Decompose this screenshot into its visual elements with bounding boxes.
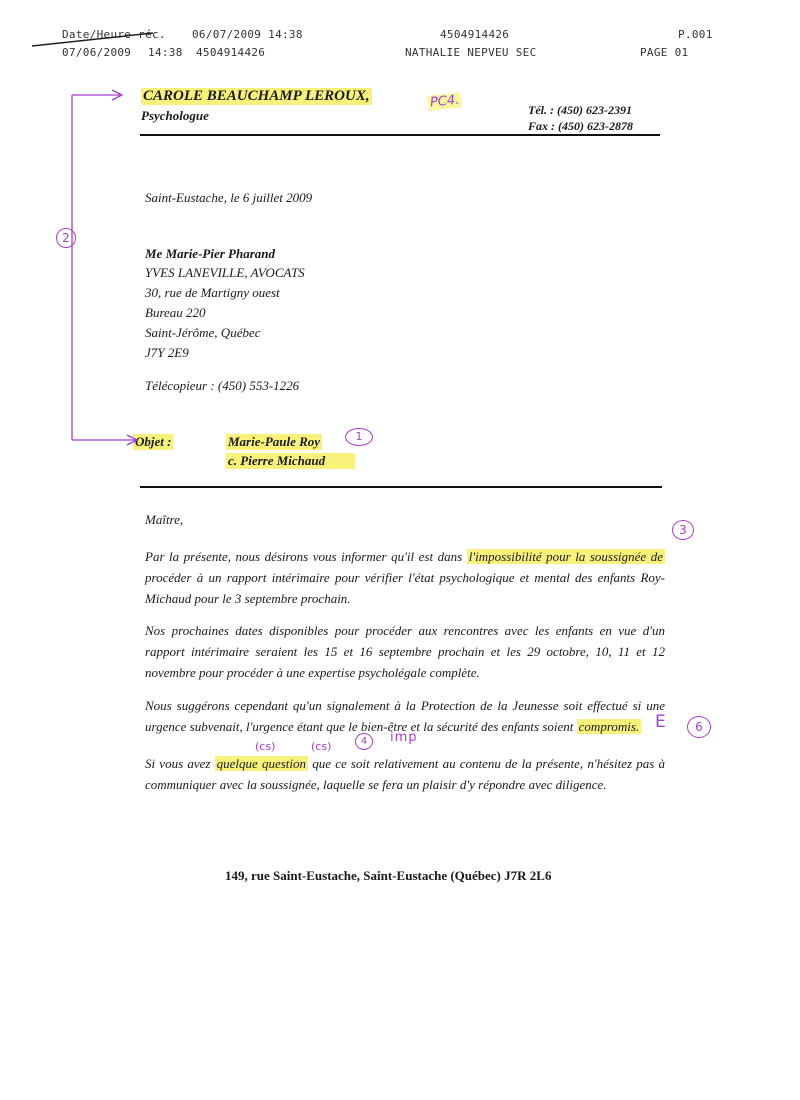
- letter-e-annotation: E: [655, 712, 666, 732]
- subject-line1: Marie-Paule Roy: [228, 434, 321, 449]
- paragraph-1-text-b: procéder à un rapport intérimaire pour vérifier l'état psychologique et mental des enfants Roy-Michaud pour le 3 septembre prochain.: [145, 570, 665, 606]
- paragraph-1-text-a: Par la présente, nous désirons vous informer qu'il est dans: [145, 549, 467, 564]
- paragraph-4-text-a: Si vous avez: [145, 756, 215, 771]
- paragraph-1: [145, 546, 665, 609]
- circled-number-2: 2: [56, 228, 76, 248]
- recipient-firm: YVES LANEVILLE, AVOCATS: [145, 265, 305, 280]
- recipient-street: 30, rue de Martigny ouest: [145, 285, 280, 300]
- letterhead-name: CAROLE BEAUCHAMP LEROUX,: [143, 88, 370, 104]
- date-line: Saint-Eustache, le 6 juillet 2009: [145, 190, 313, 205]
- fax-sent-number: 4504914426: [196, 46, 266, 59]
- footer-address: 149, rue Saint-Eustache, Saint-Eustache (Québec) J7R 2L6: [225, 868, 552, 883]
- paragraph-2: Nos prochaines dates disponibles pour procéder aux rencontres avec les enfants en vue d'un rapport intérimaire seraient les 15 et 16 septembre prochain et les 29 octobre, 10, 11 et 12 novembre pour procéder à une expertise psycholégale complète.: [145, 623, 665, 680]
- letterhead-rule: [140, 134, 660, 136]
- fax-sent-date: 07/06/2009: [62, 46, 132, 59]
- paragraph-4-text-b: que ce soit relativement au contenu de la présente, n'hésitez pas à communiquer avec la soussignée, laquelle se fera un plaisir d'y répondre avec diligence.: [145, 756, 665, 792]
- cs-annotation-1: (cs): [255, 740, 276, 753]
- pen-stroke: [28, 30, 158, 50]
- circled-number-6: 6: [687, 716, 711, 738]
- recipient-fax: Télécopieur : (450) 553-1226: [145, 378, 300, 393]
- subject-line2: c. Pierre Michaud: [226, 453, 355, 469]
- circled-number-3: 3: [672, 520, 694, 540]
- letterhead-fax: Fax : (450) 623-2878: [528, 119, 633, 133]
- paragraph-3-highlight: compromis.: [578, 719, 640, 734]
- letterhead-tel: Tél. : (450) 623-2391: [528, 103, 632, 117]
- paragraph-4: [145, 753, 665, 795]
- subject-label: Objet :: [135, 434, 172, 449]
- fax-sent-time: 14:38: [148, 46, 183, 59]
- fax-received-label: Date/Heure réc.: [62, 28, 166, 41]
- cs-annotation-2: (cs): [311, 740, 332, 753]
- recipient-postal: J7Y 2E9: [145, 345, 189, 360]
- pc-annotation: PC4.: [429, 92, 461, 111]
- paragraph-4-highlight: quelque question: [216, 756, 307, 771]
- letterhead-title: Psychologue: [141, 108, 209, 123]
- circled-number-1: 1: [345, 428, 373, 446]
- bracket-arrow-annotation: [50, 85, 150, 455]
- circled-number-4: 4: [355, 733, 373, 750]
- salutation: Maître,: [145, 512, 184, 527]
- recipient-city: Saint-Jérôme, Québec: [145, 325, 261, 340]
- paragraph-3-text: Nous suggérons cependant qu'un signalement à la Protection de la Jeunesse soit effectué si une urgence subvenait, l'urgence étant que le bien-être et la sécurité des enfants soient: [145, 698, 665, 734]
- recipient-suite: Bureau 220: [145, 305, 206, 320]
- fax-received-number: 4504914426: [440, 28, 510, 41]
- fax-page-number: P.001: [678, 28, 713, 41]
- imp-annotation: imp: [390, 730, 418, 745]
- fax-received-datetime: 06/07/2009 14:38: [192, 28, 303, 41]
- subject-rule: [140, 486, 662, 488]
- recipient-name: Me Marie-Pier Pharand: [145, 246, 275, 261]
- fax-page-label: PAGE 01: [640, 46, 689, 59]
- paragraph-1-highlight: l'impossibilité pour la soussignée de: [468, 549, 664, 564]
- fax-sender: NATHALIE NEPVEU SEC: [405, 46, 537, 59]
